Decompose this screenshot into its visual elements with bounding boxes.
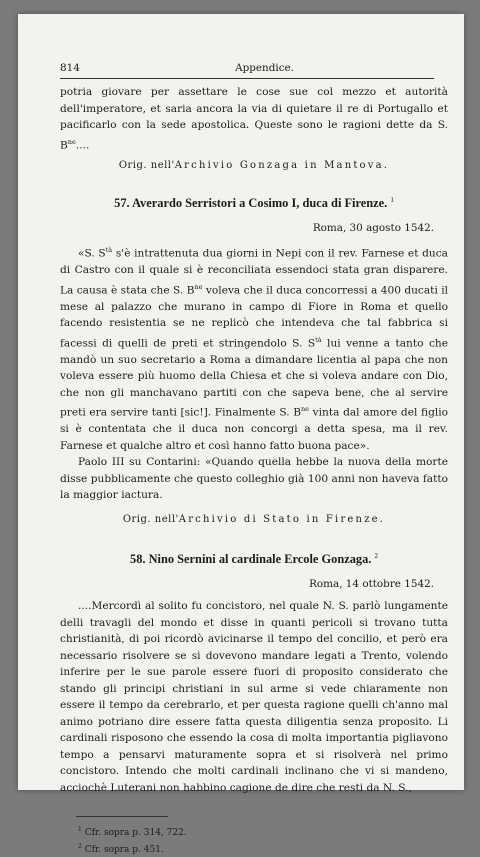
running-header	[60, 62, 434, 79]
doc58-title: 58. Nino Sernini al cardinale Ercole Gonzaga. $^2$	[130, 552, 378, 567]
doc57-paragraph-1: «S. $S^{tà}$ s'è intrattenuta dua giorni in Nepi con il rev. Farnese et duca di Castro con il quale si è reconciliata essendoci stata gran disparere. La causa è stata che S. $B^{ne}$ voleva che il duca concorressi a 400 ducati il mese al palazzo che murano in campo di Fiore in Roma et quello facendo resistentia se ne replicò che intendeva che tal fabbrica si facessi di quelli de preti et stringendolo S. $S^{tà}$ lui venne a tanto che mandò un suo secretario a Roma a dimandare licentia al papa che non voleva essere più huomo della Chiesa et che si voleva andare con Dio, che non gli manchavano partiti con che sapeva bene, che al servire preti era servire tanti [sic!]. Finalmente S. $B^{ne}$ vinta dal amore del figlio si è contentata che il duca non concorgi a detta spesa, ma il rev. Farnese et qualche altro et così hanno fatto buona pace».	[60, 246, 449, 452]
doc57-date: Roma, 30 agosto 1542.	[312, 221, 434, 234]
footnote-2: $^2$ Cfr. sopra p. 451.	[78, 843, 164, 856]
doc58-date: Roma, 14 ottobre 1542.	[309, 577, 434, 590]
doc57-source: Orig. nell'Archivio di Stato in Firenze.	[122, 513, 386, 525]
intro-paragraph: potria giovare per assettare le cose sue col mezzo et autorità dell'imperatore, et saria ancora la via di quietare il re di Portugallo et pacificarlo con la sede apostolica. Queste sono le ragioni dette da S. $B^{ne}$....	[60, 86, 448, 152]
page-number: 814	[60, 62, 80, 74]
doc57-paragraph-2: Paolo III su Contarini: «Quando quella hebbe la nuova della morte disse pubblicamente che questo colleghio già 100 anni non haveva fatto la maggior iactura.	[60, 456, 448, 502]
book-page	[18, 14, 464, 856]
footnote-rule	[76, 816, 168, 817]
footnote-1: $^1$ Cfr. sopra p. 314, 722.	[78, 826, 187, 839]
doc57-title: 57. Averardo Serristori a Cosimo I, duca di Firenze. $^1$	[114, 196, 394, 211]
doc58-paragraph: ....Mercordì al solito fu concistoro, nel quale N. S. parlò lungamente delli travagli del mondo et disse in quanti pericoli si trovano tutta christianità, di poi ricordò avicinarse il tempo del concilio, et però era necessario risolvere se si dovevono mandare legati a Trento, volendo inferire per le sue parole essere fuori di proposito considerato che stando gli principi christiani in sul arme si vede chiaramente non essere il tempo da cerebrarlo, et per questa ragione quelli ch'anno mal animo potriano dire essere fatta questa diligentia senza proposito. Li cardinali risposono che essendo la cosa di molta importantia pigliavono tempo a pensarvi maturamente sopra et si risolverà nel primo concistoro. Intendo che molti cardinali inclinano che vi si mandeno, acciochè Luterani non habbino cagione de dire che resti da N. S.,	[60, 600, 448, 794]
running-title: Appendice.	[235, 62, 294, 74]
intro-source: Orig. nell'Archivio Gonzaga in Mantova.	[118, 159, 390, 171]
page-body	[60, 84, 448, 857]
